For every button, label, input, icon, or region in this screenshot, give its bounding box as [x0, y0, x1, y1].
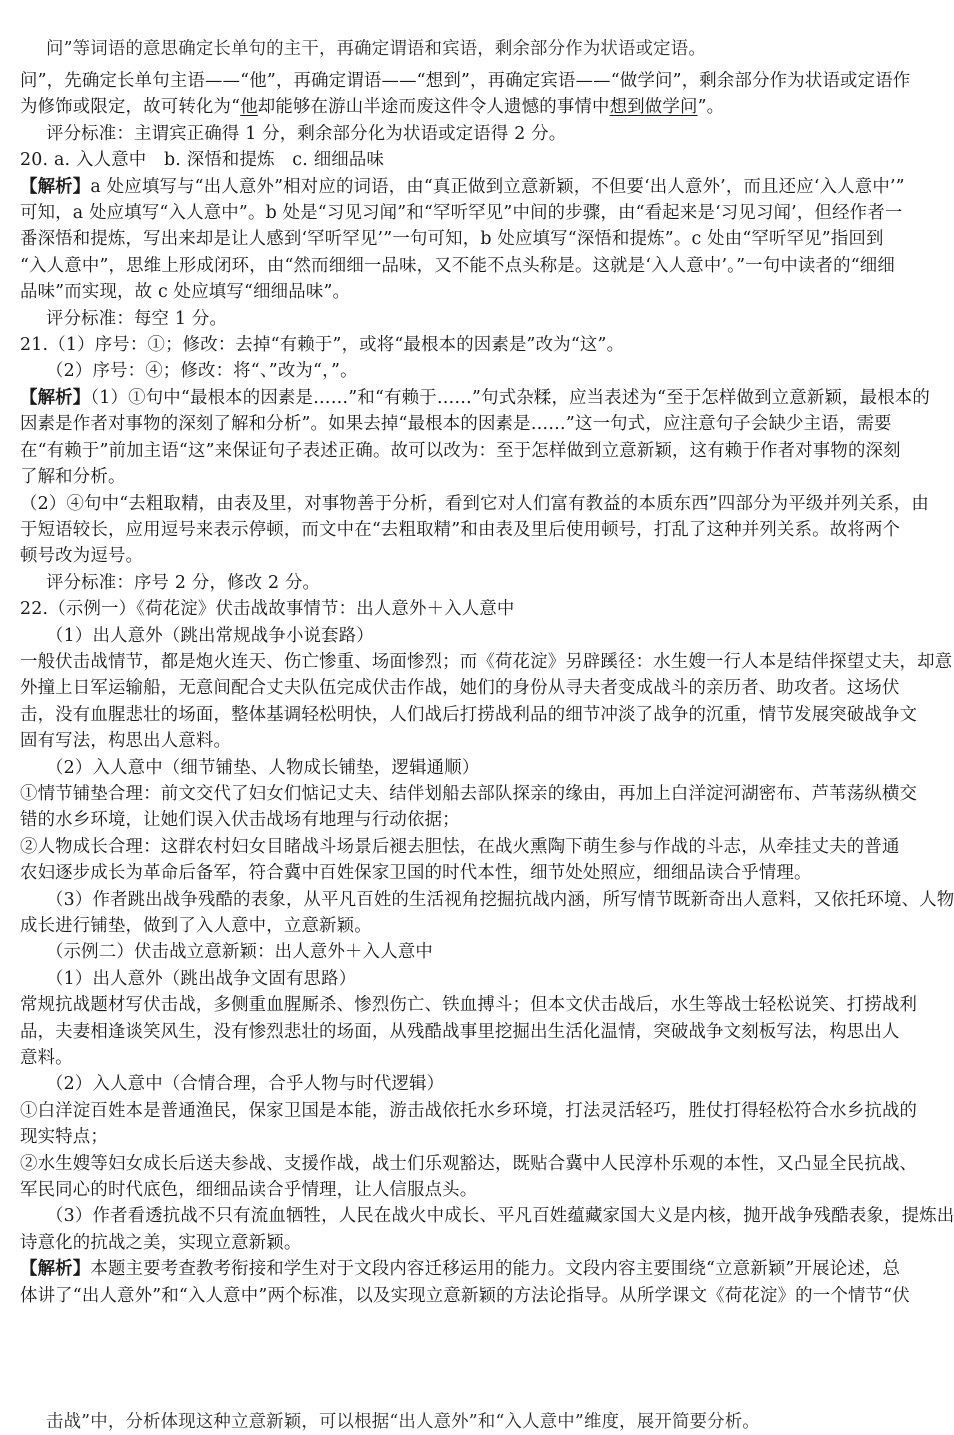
scoring-note: 评分标准：每空 1 分。 — [46, 308, 228, 329]
subheading: （2）入人意中（合情合理，合乎人物与时代逻辑） — [46, 1074, 445, 1095]
analysis-line: 【解析】a 处应填写与“出人意外”相对应的词语，由“真正做到立意新颖，不但要‘出人意外’，而且还应‘入人意中’” — [20, 176, 905, 197]
text-line: 体讲了“出人意外”和“入人意中”两个标准，以及实现立意新颖的方法论指导。从所学课文《荷花淀》的一个情节“伏 — [20, 1285, 910, 1306]
text-line: 品，夫妻相逢谈笑风生，没有惨烈悲壮的场面，从残酷战事里挖掘出生活化温情，突破战争文刻板写法，构思出人 — [20, 1021, 900, 1042]
text-line: 固有写法，构思出人意料。 — [20, 731, 232, 752]
analysis-line: 【解析】（1）①句中“最根本的因素是……”和“有赖于……”句式杂糅，应当表述为“至于怎样做到立意新颖，最根本的 — [20, 387, 930, 408]
underlined-object: 做学问 — [644, 97, 698, 118]
text-line: ①白洋淀百姓本是普通渔民，保家卫国是本能，游击战依托水乡环境，打法灵活轻巧，胜仗打得轻松符合水乡抗战的 — [20, 1100, 918, 1121]
cropped-top-line: 问”等词语的意思确定长单句的主干，再确定谓语和宾语，剩余部分作为状语或定语。 — [46, 39, 706, 59]
text-line: 军民同心的时代底色，细细品读合乎情理，让人信服点头。 — [20, 1180, 478, 1201]
text-line: 错的水乡环境，让她们误入伏击战场有地理与行动依据； — [20, 810, 460, 831]
subheading: （2）入人意中（细节铺垫、人物成长铺垫，逻辑通顺） — [46, 757, 480, 778]
analysis-tag: 【解析】 — [20, 176, 91, 197]
text-line: 于短语较长，应用逗号来表示停顿，而文中在“去粗取精”和由表及里后使用顿号，打乱了这种并列关系。故将两个 — [20, 519, 901, 540]
text-line: 农妇逐步成长为革命后备军，符合冀中百姓保家卫国的时代本性，细节处处照应，细细品读合乎情理。 — [20, 863, 812, 884]
scoring-note: 评分标准：主谓宾正确得 1 分，剩余部分化为状语或定语得 2 分。 — [46, 123, 567, 144]
text-line: 在“有赖于”前加主语“这”来保证句子表述正确。故可以改为：至于怎样做到立意新颖，这有赖于作者对事物的深刻 — [20, 440, 901, 461]
text-line: 成长进行铺垫，做到了入人意中，立意新颖。 — [20, 916, 372, 936]
scoring-note: 评分标准：序号 2 分，修改 2 分。 — [46, 572, 321, 593]
text-line: 为修饰或限定，故可转化为“他却能够在游山半途而废这件令人遗憾的事情中想到做学问”。 — [20, 97, 725, 118]
text-line: 问”，先确定长单句主语——“他”，再确定谓语——“想到”，再确定宾语——“做学问”，剩余部分作为状语或定语作 — [20, 71, 911, 91]
text-line: 顿号改为逗号。 — [20, 546, 144, 567]
text-line: 可知，a 处应填写“入人意中”。b 处是“习见习闻”和“罕听罕见”中间的步骤，由“看起来是‘习见习闻’，但经作者一 — [20, 203, 903, 224]
question-20-answer: 20. a. 入人意中 b. 深悟和提炼 c. 细细品味 — [20, 150, 385, 171]
text-line: 击，没有血腥悲壮的场面，整体基调轻松明快，人们战后打捞战利品的细节冲淡了战争的沉重，情节发展突破战争文 — [20, 704, 918, 725]
text-line: 因素是作者对事物的深刻了解和分析”。如果去掉“最根本的因素是……”这一句式，应注意句子会缺少主语，需要 — [20, 414, 892, 435]
text-line: 一般伏击战情节，都是炮火连天、伤亡惨重、场面惨烈；而《荷花淀》另辟蹊径：水生嫂一行人本是结伴探望丈夫，却意 — [20, 651, 953, 672]
question-21-answer: 21.（1）序号：①；修改：去掉“有赖于”，或将“最根本的因素是”改为“这”。 — [20, 335, 625, 356]
text-line: （2）序号：④；修改：将“、”改为“，”。 — [46, 361, 358, 382]
text-line: （3）作者跳出战争残酷的表象，从平凡百姓的生活视角挖掘抗战内涵，所写情节既新奇出人意料，又依托环境、人物 — [46, 889, 954, 910]
text-line: ②人物成长合理：这群农村妇女目睹战斗场景后褪去胆怯，在战火熏陶下萌生参与作战的斗志，从牵挂丈夫的普通 — [20, 836, 900, 857]
question-22-answer: 22.（示例一）《荷花淀》伏击战故事情节：出人意外＋入人意中 — [20, 599, 515, 620]
text-line: （3）作者看透抗战不只有流血牺牲，人民在战火中成长、平凡百姓蕴藏家国大义是内核，抛开战争残酷表象，提炼出 — [46, 1206, 954, 1227]
answer-content — [20, 68, 954, 1309]
text-line: 番深悟和提炼，写出来却是让人感到‘罕听罕见’”一句可知，b 处应填写“深悟和提炼”。c 处由“罕听罕见”指回到 — [20, 229, 884, 250]
text-line: 品味”而实现，故 c 处应填写“细细品味”。 — [20, 282, 351, 303]
text-line: ②水生嫂等妇女成长后送夫参战、支援作战，战士们乐观豁达，既贴合冀中人民淳朴乐观的本性，又凸显全民抗战、 — [20, 1153, 918, 1174]
analysis-tag: 【解析】 — [20, 387, 91, 408]
text-line: 常规抗战题材写伏击战，多侧重血腥厮杀、惨烈伤亡、铁血搏斗；但本文伏击战后，水生等战士轻松说笑、打捞战利 — [20, 995, 918, 1016]
text-line: 意料。 — [20, 1048, 73, 1069]
analysis-tag: 【解析】 — [20, 1259, 91, 1280]
text-line: 外撞上日军运输船，无意间配合丈夫队伍完成伏击作战，她们的身份从寻夫者变成战斗的亲历者、助攻者。这场伏 — [20, 678, 900, 699]
text-line: ①情节铺垫合理：前文交代了妇女们惦记丈夫、结伴划船去部队探亲的缘由，再加上白洋淀河湖密布、芦苇荡纵横交 — [20, 783, 918, 804]
text-line: 现实特点； — [20, 1127, 108, 1148]
text-line: “入人意中”，思维上形成闭环，由“然而细细一品味，又不能不点头称是。这就是‘入人意中’。”一句中读者的“细细 — [20, 255, 895, 276]
text-line: 诗意化的抗战之美，实现立意新颖。 — [20, 1232, 302, 1253]
underlined-subject: 他 — [240, 97, 258, 118]
subheading: （1）出人意外（跳出常规战争小说套路） — [46, 625, 374, 646]
text-line: （2）④句中“去粗取精，由表及里，对事物善于分析，看到它对人们富有教益的本质东西”四部分为平级并列关系，由 — [20, 493, 929, 514]
subheading: （示例二）伏击战立意新颖：出人意外＋入人意中 — [46, 942, 433, 963]
analysis-line: 【解析】本题主要考查教考衔接和学生对于文段内容迁移运用的能力。文段内容主要围绕“立意新颖”开展论述，总 — [20, 1259, 901, 1280]
underlined-predicate: 想到 — [609, 97, 645, 118]
text-line: 了解和分析。 — [20, 467, 126, 488]
subheading: （1）出人意外（跳出战争文固有思路） — [46, 968, 357, 989]
cropped-bottom-line: 击战”中，分析体现这种立意新颖，可以根据“出人意外”和“入人意中”维度，展开简要分析。 — [46, 1412, 760, 1432]
